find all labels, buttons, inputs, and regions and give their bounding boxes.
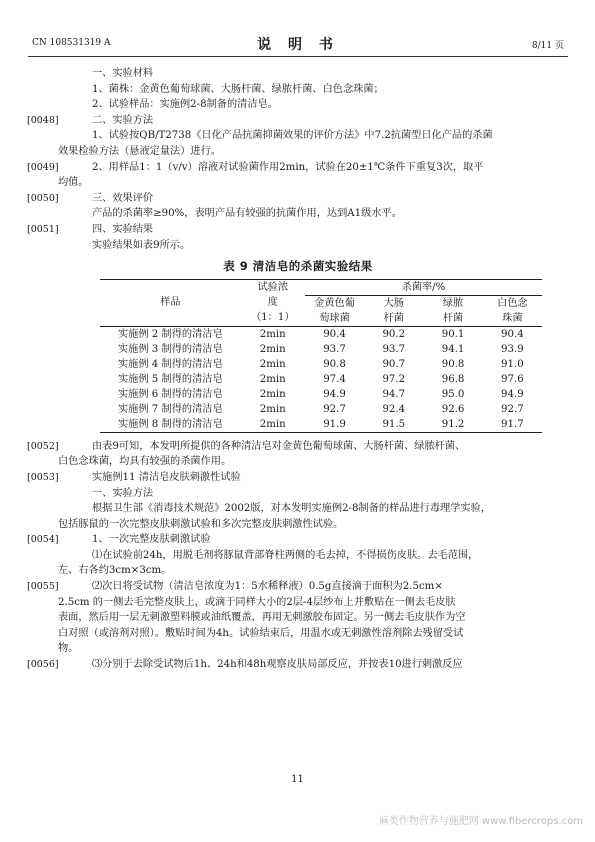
paragraph-number: [0050] xyxy=(27,192,59,204)
text-line xyxy=(27,579,538,595)
header-kill-rate: 杀菌率/% xyxy=(401,281,446,293)
cell-kill-rate-value: 93.7 xyxy=(382,343,406,355)
line-text: 包括豚鼠的一次完整皮肤刺激试验和多次完整皮肤刺激性试验。 xyxy=(58,518,344,530)
cell-kill-rate-value: 96.8 xyxy=(441,373,465,385)
paragraph-number: [0049] xyxy=(27,161,59,173)
header-concentration: 试验浓 度 （1：1） xyxy=(251,282,295,324)
cell-concentration: 2min xyxy=(259,388,286,400)
cell-sample: 实施例 8 制得的清洁皂 xyxy=(117,418,223,430)
text-line xyxy=(27,470,538,486)
table-row xyxy=(100,357,542,372)
table-title: 表 9 清洁皂的杀菌实验结果 xyxy=(223,259,373,274)
text-line xyxy=(58,548,538,564)
text-line xyxy=(58,595,538,611)
paragraph-number: [0052] xyxy=(27,440,59,452)
paragraph-number: [0055] xyxy=(27,581,59,593)
cell-concentration: 2min xyxy=(259,373,286,385)
text-line xyxy=(27,222,538,238)
cell-kill-rate-value: 92.6 xyxy=(441,403,465,415)
text-line xyxy=(58,610,538,626)
text-line xyxy=(58,238,538,254)
watermark: 麻类作物营养与施肥网 www.fibercrops.com xyxy=(378,816,583,827)
cell-concentration: 2min xyxy=(259,418,286,430)
header-strain: 大肠 杆菌 xyxy=(364,295,423,326)
line-text: 四、实验结果 xyxy=(92,223,154,235)
cell-sample: 实施例 3 制得的清洁皂 xyxy=(117,343,223,355)
cell-concentration: 2min xyxy=(259,328,286,340)
line-text: ⑴在试验前24h，用脱毛剂将豚鼠背部脊柱两侧的毛去掉，不得损伤皮肤。去毛范围， xyxy=(92,549,479,561)
page-number: 11 xyxy=(291,774,304,785)
cell-kill-rate-value: 90.4 xyxy=(501,328,524,340)
header-strain: 白色念 珠菌 xyxy=(483,295,542,326)
table-row xyxy=(100,387,542,402)
line-text: 2、试验样品：实施例2-8制备的清洁皂。 xyxy=(92,99,278,111)
cell-kill-rate-value: 94.1 xyxy=(441,343,465,355)
table-row xyxy=(100,342,542,357)
line-text: 1、菌株：金黄色葡萄球菌、大肠杆菌、绿脓杆菌、白色念珠菌； xyxy=(92,83,384,95)
line-text: 一、实验材料 xyxy=(92,68,154,79)
text-line xyxy=(27,532,538,548)
text-line xyxy=(58,82,538,98)
cell-kill-rate-value: 92.7 xyxy=(501,403,524,415)
text-block-1 xyxy=(27,66,538,253)
line-text: ⑶分别于去除受试物后1h、24h和48h观察皮肤局部反应，并按表10进行刺激反应 xyxy=(92,659,463,671)
line-text: 物。 xyxy=(58,643,79,655)
table-row xyxy=(100,402,542,417)
table-row xyxy=(100,326,542,342)
cell-kill-rate-value: 97.2 xyxy=(382,373,406,385)
document-title: 说 明 书 xyxy=(257,37,339,53)
text-line xyxy=(27,657,538,673)
text-block-2 xyxy=(27,439,538,673)
paragraph-number: [0053] xyxy=(27,471,59,483)
header-sample: 样品 xyxy=(160,297,181,309)
cell-sample: 实施例 5 制得的清洁皂 xyxy=(117,373,223,385)
document-body xyxy=(27,66,538,673)
cell-kill-rate-value: 94.7 xyxy=(382,388,406,400)
text-line xyxy=(58,641,538,657)
cell-kill-rate-value: 90.8 xyxy=(323,358,346,370)
line-text: 均值。 xyxy=(58,177,89,189)
line-text: 实验结果如表9所示。 xyxy=(92,239,191,251)
text-line xyxy=(58,206,538,222)
text-line xyxy=(58,626,538,642)
cell-concentration: 2min xyxy=(259,358,286,370)
cell-kill-rate-value: 93.9 xyxy=(501,343,524,355)
table-row xyxy=(100,417,542,433)
line-text: 2.5cm 的一侧去毛完整皮肤上，或滴于同样大小的2层-4层纱布上并敷贴在一侧去毛皮肤 xyxy=(58,596,456,608)
text-line xyxy=(27,191,538,207)
cell-sample: 实施例 2 制得的清洁皂 xyxy=(117,328,223,340)
cell-concentration: 2min xyxy=(259,403,286,415)
cell-sample: 实施例 4 制得的清洁皂 xyxy=(117,358,223,370)
cell-kill-rate-value: 91.2 xyxy=(441,418,465,430)
cell-concentration: 2min xyxy=(259,343,286,355)
line-text: 三、效果评价 xyxy=(92,192,154,204)
header-strain: 金黄色葡 萄球菌 xyxy=(305,295,364,326)
text-line xyxy=(58,144,538,160)
cell-kill-rate-value: 91.0 xyxy=(501,358,524,370)
cell-kill-rate-value: 90.1 xyxy=(441,328,465,340)
patent-number: CN 108531319 A xyxy=(32,38,111,48)
cell-kill-rate-value: 97.4 xyxy=(323,373,346,385)
table-row xyxy=(100,372,542,387)
cell-kill-rate-value: 91.7 xyxy=(501,418,524,430)
text-line xyxy=(58,563,538,579)
line-text: ⑵次日将受试物（清洁皂浓度为1：5水稀释液）0.5g直接滴于面积为2.5cm× xyxy=(92,581,443,593)
paragraph-number: [0054] xyxy=(27,534,59,546)
text-line xyxy=(58,454,538,470)
header-strain: 绿脓 杆菌 xyxy=(423,295,482,326)
text-line xyxy=(58,128,538,144)
line-text: 实施例11 清洁皂皮肤刺激性试验 xyxy=(92,471,241,483)
paragraph-number: [0051] xyxy=(27,223,59,235)
cell-kill-rate-value: 93.7 xyxy=(323,343,346,355)
line-text: 二、实验方法 xyxy=(92,114,154,126)
paragraph-number: [0056] xyxy=(27,659,59,671)
text-line xyxy=(58,175,538,191)
cell-kill-rate-value: 90.7 xyxy=(382,358,406,370)
cell-kill-rate-value: 95.0 xyxy=(441,388,465,400)
line-text: 白对照（或溶剂对照）。敷贴时间为4h。试验结束后，用温水或无刺激性溶剂除去残留受试 xyxy=(58,627,464,639)
paragraph-number: [0048] xyxy=(27,114,59,126)
cell-kill-rate-value: 91.9 xyxy=(323,418,346,430)
cell-kill-rate-value: 90.8 xyxy=(441,358,465,370)
cell-kill-rate-value: 94.9 xyxy=(501,388,524,400)
text-line xyxy=(58,66,538,82)
cell-sample: 实施例 6 制得的清洁皂 xyxy=(117,388,223,400)
text-line xyxy=(27,160,538,176)
text-line xyxy=(58,486,538,502)
line-text: 由表9可知，本发明所提供的各种清洁皂对金黄色葡萄球菌、大肠杆菌、绿脓杆菌、 xyxy=(92,440,466,452)
line-text: 1、一次完整皮肤刺激试验 xyxy=(92,534,211,546)
cell-kill-rate-value: 90.2 xyxy=(382,328,406,340)
text-line xyxy=(27,113,538,129)
line-text: 效果检验方法（悬液定量法）进行。 xyxy=(58,145,221,157)
cell-kill-rate-value: 90.4 xyxy=(323,328,346,340)
cell-sample: 实施例 7 制得的清洁皂 xyxy=(117,403,223,415)
cell-kill-rate-value: 91.5 xyxy=(382,418,406,430)
text-line xyxy=(27,439,538,455)
cell-kill-rate-value: 92.7 xyxy=(323,403,346,415)
line-text: 一、实验方法 xyxy=(92,487,154,499)
results-table xyxy=(100,279,542,433)
text-line xyxy=(58,501,538,517)
cell-kill-rate-value: 92.4 xyxy=(382,403,406,415)
line-text: 左、右各约3cm×3cm。 xyxy=(58,565,172,577)
line-text: 根据卫生部《消毒技术规范》2002版，对本发明实施例2-8制备的样品进行毒理学实验， xyxy=(92,503,491,515)
line-text: 表面，然后用一层无刺激塑料膜或油纸覆盖，再用无刺激胶布固定。另一侧去毛皮肤作为空 xyxy=(58,612,466,624)
text-line xyxy=(58,517,538,533)
page-indicator: 8/11 页 xyxy=(531,41,564,51)
line-text: 产品的杀菌率≥90%，表明产品有较强的抗菌作用，达到A1级水平。 xyxy=(92,208,402,220)
line-text: 2、用样品1：1（v/v）溶液对试验菌作用2min，试验在20±1℃条件下重复3次，取平 xyxy=(92,161,484,173)
line-text: 白色念珠菌，均具有较强的杀菌作用。 xyxy=(58,456,232,468)
line-text: 1、试验按QB/T2738《日化产品抗菌抑菌效果的评价方法》中7.2抗菌型日化产品的杀菌 xyxy=(92,130,493,142)
text-line xyxy=(58,97,538,113)
page-header xyxy=(28,34,568,57)
cell-kill-rate-value: 97.6 xyxy=(501,373,524,385)
cell-kill-rate-value: 94.9 xyxy=(323,388,346,400)
